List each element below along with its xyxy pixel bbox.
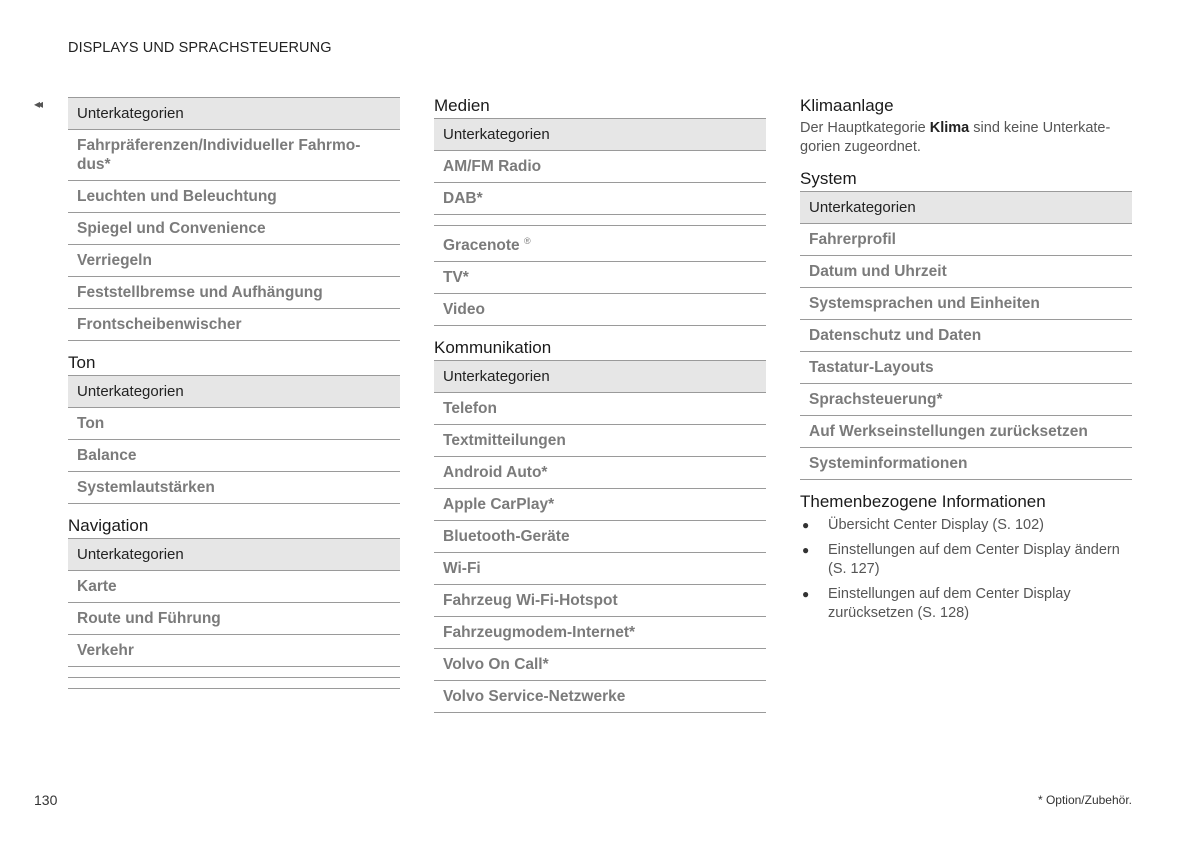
table-row: [434, 226, 766, 262]
column-1: [68, 97, 400, 689]
related-link-label[interactable]: Einstellungen auf dem Center Display zurücksetzen (S. 128): [828, 586, 1071, 621]
gracenote-label: Gracenote: [443, 237, 520, 255]
medien-table: [434, 118, 766, 326]
bullet-icon: ●: [802, 587, 810, 601]
related-link[interactable]: [800, 585, 1132, 623]
table-row: Feststellbremse und Aufhängung: [68, 277, 400, 309]
table-row: Systeminformationen: [800, 448, 1132, 480]
table-row: Auf Werkseinstellungen zurücksetzen: [800, 416, 1132, 448]
klima-text: sind keine Unterkate-gorien zugeordnet.: [800, 120, 1111, 155]
table-row: Fahrerprofil: [800, 224, 1132, 256]
footnote: * Option/Zubehör.: [1037, 793, 1132, 807]
table-header: Unterkategorien: [434, 361, 766, 393]
table-row: Datum und Uhrzeit: [800, 256, 1132, 288]
table-row: DAB*: [434, 183, 766, 215]
column-3: [800, 96, 1132, 629]
kommunikation-table: [434, 360, 766, 713]
table-row: Frontscheibenwischer: [68, 309, 400, 341]
table-row: Balance: [68, 440, 400, 472]
table-row: Systemlautstärken: [68, 472, 400, 504]
section-title-navigation: Navigation: [68, 516, 149, 535]
system-table: [800, 191, 1132, 480]
section-title-klimaanlage: Klimaanlage: [800, 96, 894, 115]
table-row: Fahrzeug Wi-Fi-Hotspot: [434, 585, 766, 617]
table-row-empty: [68, 678, 400, 689]
bullet-icon: ●: [802, 543, 810, 557]
table-row: AM/FM Radio: [434, 151, 766, 183]
related-link[interactable]: [800, 516, 1132, 535]
table-row: Verriegeln: [68, 245, 400, 277]
table-row: TV*: [434, 262, 766, 294]
table-header: Unterkategorien: [68, 98, 400, 130]
table-row: Telefon: [434, 393, 766, 425]
table-row: Wi-Fi: [434, 553, 766, 585]
page-number: 130: [34, 792, 58, 808]
table-row: Android Auto*: [434, 457, 766, 489]
table-header: Unterkategorien: [434, 119, 766, 151]
related-link[interactable]: [800, 541, 1132, 579]
section-title-system: System: [800, 169, 857, 188]
table-row: Leuchten und Beleuchtung: [68, 181, 400, 213]
related-link-label[interactable]: Einstellungen auf dem Center Display ändern (S. 127): [828, 542, 1120, 577]
bullet-icon: ●: [802, 518, 810, 532]
section-title-kommunikation: Kommunikation: [434, 338, 552, 358]
table-row: Tastatur-Layouts: [800, 352, 1132, 384]
table-row: Textmitteilungen: [434, 425, 766, 457]
settings-table-continued: [68, 97, 400, 341]
table-row: Datenschutz und Daten: [800, 320, 1132, 352]
page-header: DISPLAYS UND SPRACHSTEUERUNG: [68, 40, 332, 56]
table-row: Karte: [68, 571, 400, 603]
registered-mark: ®: [523, 236, 531, 246]
table-row: Ton: [68, 408, 400, 440]
table-row-empty: [68, 667, 400, 678]
related-links-list: [800, 516, 1132, 623]
table-row: Volvo On Call*: [434, 649, 766, 681]
related-link-label[interactable]: Übersicht Center Display (S. 102): [828, 517, 1044, 533]
table-header: Unterkategorien: [800, 192, 1132, 224]
table-header: Unterkategorien: [68, 376, 400, 408]
section-title-related-info: Themenbezogene Informationen: [800, 492, 1046, 511]
table-row-empty: [434, 215, 766, 226]
ton-table: [68, 375, 400, 504]
table-row: Volvo Service-Netzwerke: [434, 681, 766, 713]
table-row: Route und Führung: [68, 603, 400, 635]
table-header: Unterkategorien: [68, 539, 400, 571]
table-row: Verkehr: [68, 635, 400, 667]
table-row: Bluetooth-Geräte: [434, 521, 766, 553]
navigation-table: [68, 538, 400, 689]
klima-bold-term: Klima: [929, 120, 970, 136]
table-row: Apple CarPlay*: [434, 489, 766, 521]
continued-marker-icon: ◂◂: [34, 97, 41, 111]
table-row: Fahrpräferenzen/Individueller Fahrmo-dus*: [68, 130, 400, 181]
klima-text: Der Hauptkategorie: [800, 120, 930, 136]
klima-description: [800, 119, 1132, 157]
table-row: Sprachsteuerung*: [800, 384, 1132, 416]
table-row: Fahrzeugmodem-Internet*: [434, 617, 766, 649]
column-2: [434, 96, 766, 713]
table-row: Video: [434, 294, 766, 326]
section-title-medien: Medien: [434, 96, 490, 115]
table-row: Systemsprachen und Einheiten: [800, 288, 1132, 320]
table-row: Spiegel und Convenience: [68, 213, 400, 245]
section-title-ton: Ton: [68, 353, 96, 372]
